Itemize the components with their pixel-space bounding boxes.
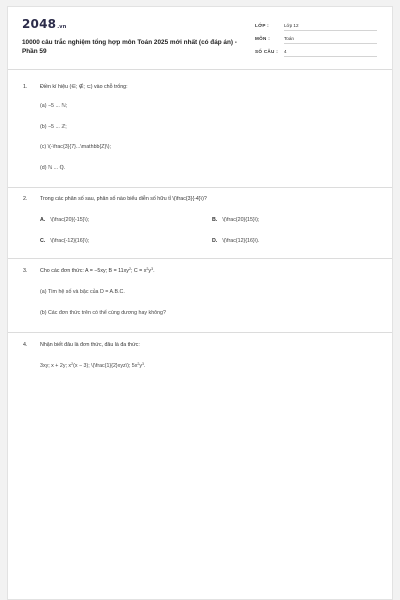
meta-row-question-count (255, 46, 377, 59)
option-a[interactable] (40, 217, 89, 223)
meta-key: LỚP : (255, 23, 270, 28)
meta-value: 4 (284, 49, 377, 57)
meta-key: SỐ CÂU : (255, 49, 279, 54)
question-divider (8, 258, 392, 259)
option-text: \(\frac{20}{15}\); (222, 217, 260, 223)
answer-line: (c) \(-\frac{3}{7}...\mathbb{Z}\); (40, 144, 111, 150)
expression-line: 3xy; x + 2y; $x^2(x - 3)$; \(\frac{1}{2}xyz\); $5x^2y^3$. (40, 362, 146, 369)
meta-value: Toán (284, 36, 377, 44)
option-label: D. (212, 238, 218, 244)
meta-key: MÔN : (255, 36, 271, 41)
option-label: B. (212, 217, 218, 223)
meta-value: Lớp 12 (284, 23, 377, 31)
question-number: 3. (23, 268, 28, 274)
option-c[interactable] (40, 238, 89, 244)
document-header (8, 7, 392, 67)
option-text: \(\frac{12}{16}\). (222, 238, 260, 244)
question-number: 2. (23, 196, 28, 202)
question-number: 1. (23, 84, 28, 90)
meta-row-subject (255, 33, 377, 46)
option-text: \(\frac{-12}{16}\); (50, 238, 90, 244)
header-divider (8, 69, 392, 70)
logo-domain: .vn (57, 24, 67, 30)
question-stem: Nhận biết đâu là đơn thức, đâu là đa thức: (40, 342, 140, 348)
logo-text: 2048 (22, 17, 57, 31)
document-page (7, 6, 393, 600)
meta-row-class (255, 20, 377, 33)
answer-line: (b) Các đơn thức trên có thể cùng dương hay không? (40, 310, 166, 316)
answer-line: (d) ℕ ... ℚ. (40, 165, 66, 171)
option-label: A. (40, 217, 46, 223)
question-number: 4. (23, 342, 28, 348)
question-divider (8, 187, 392, 188)
option-text: \(\frac{20}{-15}\); (50, 217, 90, 223)
question-stem: Trong các phân số sau, phân số nào biểu diễn số hữu tỉ \(\frac{3}{-4}\)? (40, 196, 207, 202)
site-logo[interactable] (22, 17, 67, 31)
option-d[interactable] (212, 238, 259, 244)
answer-line: (a) Tìm hệ số và bậc của D = A.B.C. (40, 289, 125, 295)
answer-line: (b) −5 ... ℤ; (40, 124, 67, 130)
question-stem: Điền kí hiệu (∈; ∉; ⊂) vào chỗ trống: (40, 84, 128, 90)
document-title: 10000 câu trắc nghiệm tổng hợp môn Toán 2025 mới nhất (có đáp án) - Phần 59 (22, 39, 237, 55)
option-b[interactable] (212, 217, 259, 223)
option-label: C. (40, 238, 46, 244)
question-divider (8, 332, 392, 333)
question-stem: Cho các đơn thức: A = −5xy; $B = 11xy^2$; $C = x^2y^3$. (40, 267, 155, 274)
answer-line: (a) −5 ... ℕ; (40, 103, 68, 109)
document-meta (255, 20, 377, 59)
